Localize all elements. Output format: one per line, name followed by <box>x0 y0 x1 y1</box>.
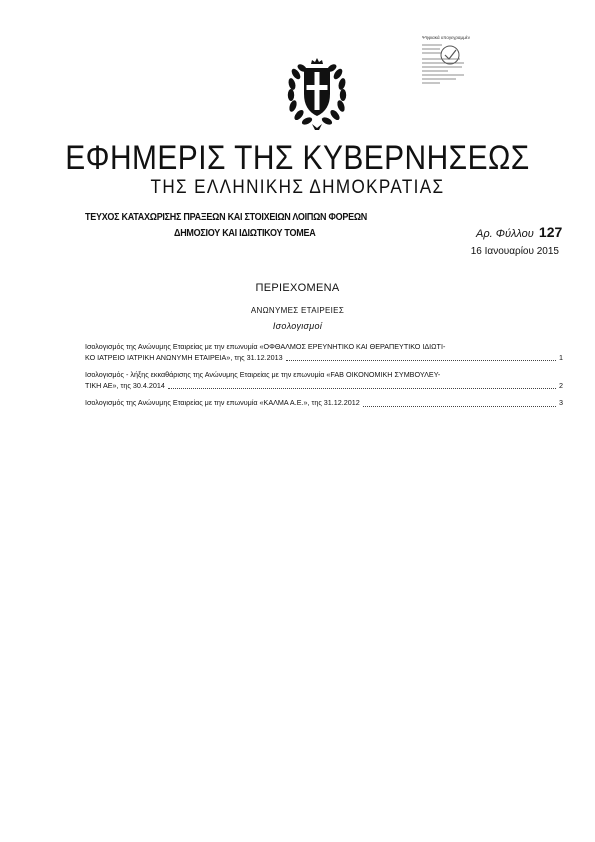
gazette-title: ΕΦΗΜΕΡΙΣ ΤΗΣ ΚΥΒΕΡΝΗΣΕΩΣ <box>65 139 530 177</box>
sheet-number-value: 127 <box>538 224 563 240</box>
stamp-text: Ψηφιακά υπογεγραμμένο <box>422 35 470 40</box>
contents-entry <box>85 398 563 409</box>
sheet-number <box>476 224 562 240</box>
entry-leader-dots <box>286 359 556 361</box>
issue-type-line-1: ΤΕΥΧΟΣ ΚΑΤΑΧΩΡΙΣΗΣ ΠΡΑΞΕΩΝ ΚΑΙ ΣΤΟΙΧΕΙΩΝ ΛΟΙΠΩΝ ΦΟΡΕΩΝ <box>85 212 367 223</box>
contents-subcategory: Ισολογισμοί <box>272 321 323 331</box>
entry-text-line-1: Ισολογισμός της Ανώνυμης Εταιρείας με την επωνυμία «ΚΑΛΜΑ Α.Ε.», της 31.12.2012 <box>85 398 360 407</box>
contents-entry <box>85 370 563 391</box>
entry-text-line-1: Ισολογισμός - λήξης εκκαθάρισης της Ανώνυμης Εταιρείας με την επωνυμία «FAB ΟΙΚΟΝΟΜΙΚΗ ΣΥΜΒΟΥΛΕΥ- <box>85 370 441 379</box>
entry-leader-dots <box>168 387 556 389</box>
entry-text-line-1: Ισολογισμός της Ανώνυμης Εταιρείας με την επωνυμία «ΟΦΘΑΛΜΟΣ ΕΡΕΥΝΗΤΙΚΟ ΚΑΙ ΘΕΡΑΠΕΥΤΙΚΟ ΙΔΙΩΤΙ- <box>85 342 446 351</box>
entry-page-number: 2 <box>559 380 563 390</box>
issue-date: 16 Ιανουαρίου 2015 <box>470 246 559 257</box>
entry-leader-dots <box>363 405 556 407</box>
contents-entry <box>85 342 563 363</box>
entry-text-line-2: ΚΟ ΙΑΤΡΕΙΟ ΙΑΤΡΙΚΗ ΑΝΩΝΥΜΗ ΕΤΑΙΡΕΙΑ», της 31.12.2013 <box>85 352 283 362</box>
contents-heading: ΠΕΡΙΕΧΟΜΕΝΑ <box>255 282 340 294</box>
entry-page-number: 1 <box>559 352 563 362</box>
gazette-subtitle: ΤΗΣ ΕΛΛΗΝΙΚΗΣ ΔΗΜΟΚΡΑΤΙΑΣ <box>150 177 445 198</box>
issue-type-line-2: ΔΗΜΟΣΙΟΥ ΚΑΙ ΙΔΙΩΤΙΚΟΥ ΤΟΜΕΑ <box>174 228 316 239</box>
sheet-number-label: Αρ. Φύλλου <box>476 228 534 240</box>
entry-text-line-2: ΤΙΚΗ ΑΕ», της 30.4.2014 <box>85 380 165 390</box>
greek-coat-of-arms-emblem <box>282 54 352 130</box>
contents-category: ΑΝΩΝΥΜΕΣ ΕΤΑΙΡΕΙΕΣ <box>250 306 345 315</box>
entry-page-number: 3 <box>559 398 563 407</box>
digital-signature-stamp <box>420 33 470 95</box>
